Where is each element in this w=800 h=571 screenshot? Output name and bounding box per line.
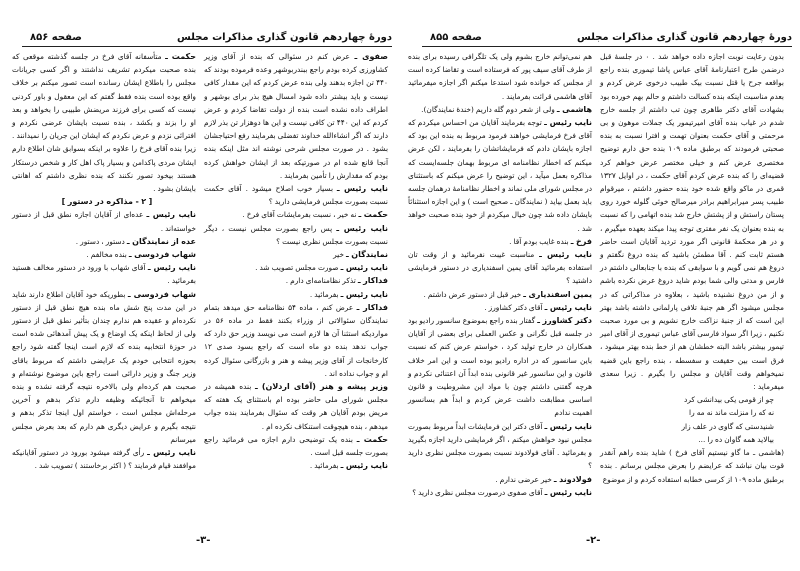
poem-line: چو از قومی یکی بیدانشی کرد	[684, 395, 774, 405]
paragraph	[12, 261, 202, 287]
speech-text: آقای شهاب با ورود در دستور مخالف هستید بفرمائید .	[12, 263, 196, 286]
speech-text: بسیار خوب اصلاح میشود . آقای حکمت نسبت بصورت مجلس فرمایشی دارید ؟	[204, 184, 388, 207]
page-header	[22, 30, 392, 47]
speaker-name: شهاب فردوسی ـ	[128, 250, 196, 260]
paragraph	[408, 288, 598, 301]
speech-text: نه خیر ، نسبت بفرمایشات آقای فرخ .	[242, 210, 357, 220]
poem-line: بیالاید همه گاوان ده را ...	[698, 434, 774, 444]
poem-line: شنیدستی که گاوی در علف زار	[681, 421, 774, 431]
speaker-name: فرخ ـ	[570, 236, 592, 246]
speaker-name: شهاب فردوسی ـ	[127, 289, 196, 299]
paragraph	[408, 314, 598, 420]
paragraph	[600, 50, 790, 393]
section-heading: [ ۲ - مذاکره در دستور ]	[61, 197, 153, 207]
speech-text: گفتار بنده راجع بموضوع سانسور رادیو بود در جلسه قبل نگرانی و عکس العملی برای بعضی از آقایان همکاران در خارج تولید کرد ، خواستم عرض کنم که نسبت باین سانسور که در اداره رادیو بوده است و این امر خلاف قانون و این سانسور غیر قانونی بنده ابداً آن اعتنائی نکردم و هرچه گفتنی داشتم چون با مواد این مشروطیت و قانون اساسی مطابقت داشت عرض کردم و ابداً هم بسانسور اهمیت ندادم	[408, 316, 592, 418]
speaker-name: نایب رئیس ـ	[340, 289, 388, 299]
header-title: مذاکرات مجلس	[177, 32, 254, 43]
text-column	[408, 50, 598, 499]
speech-text: خیر قبل از دستور عرض داشتم .	[423, 289, 522, 299]
speech-text: تذکر نظامنامه‌ای دارم .	[285, 276, 356, 286]
text-column	[12, 50, 202, 473]
speaker-name: هاشمی ـ	[556, 104, 592, 114]
paragraph	[204, 433, 394, 459]
speech-text: خیر عرضی ندارم .	[495, 474, 552, 484]
speaker-name: نایب رئیس ـ	[147, 448, 196, 458]
speech-text: صورت مجلس تصویب شد .	[255, 263, 339, 273]
speech-text: (هاشمی ـ ما گاو نیستیم آقای فرخ ) شاید بنده راهم آنقدر قوت بیان نباشد که عرایضم را بعرض مجلس برسانم . بنده برطبق ماده ۱۰۹ از کرسی خطابه استفاده کردم و از موضوع	[600, 448, 784, 484]
speech-text: بفرمائید .	[309, 289, 339, 299]
speech-text: خیر	[333, 250, 344, 260]
paragraph	[12, 208, 202, 234]
page-header	[422, 30, 792, 47]
speaker-name: نمایندگان ـ	[346, 250, 388, 260]
page-footer: -۳-	[196, 535, 211, 546]
paragraph	[204, 288, 394, 301]
paragraph	[12, 446, 202, 472]
speaker-name: حکمت ـ	[356, 434, 388, 444]
speech-text: بنده مخالفم .	[86, 250, 127, 260]
paragraph	[204, 208, 394, 221]
speech-text: عرض کنم ، ماده ۵۴ نظامنامه حق میدهد بتمام نمایندگان سئوالاتی از وزراء بکنند فقط در ماده ۵۶ در مواردیکه استثنا آن ها لازم است می نویسد وزیر حق دارد که جواب ندهد بنده دو ماه است که راجع بسود صدی ۱۲ کارخانجات از آقای وزیر پیشه و هنر و بازرگانی سئوال کرده ام و جواب نداده اند .	[204, 302, 388, 378]
paragraph	[204, 459, 394, 472]
speech-text: عده‌ای از آقایان اجازه نطق قبل از دستور خواسته‌اند .	[12, 210, 196, 233]
speaker-name: فداکار ـ	[357, 276, 388, 286]
speaker-name: صفوی ـ	[354, 52, 388, 61]
speaker-name: حکمت ـ	[358, 210, 388, 220]
speech-text: متأسفانه آقای فرخ در جلسه گذشته موقعی که بنده صحبت میکردم تشریف نداشتند و اگر کسی جریانات مجلس را باطلاع ایشان رسانده است تصور میکنم بر خلاف واقع بوده است بنده فقط گفتم که این معقول و باور کردنی نیست که کسی برای فرزند مریضش طبیبی را بخواهد و بعد او را بزند و بکشد ، بنده نسبت بایشان عرضی نکردم و افترائی نزدم و عرض نکردم که ایشان این جریان را نمیدانند . زیرا بنده آقای فرخ را علاوه بر اینکه بسوابق شان اطلاع دارم ایشان مردی پاکدامن و بسیار پاک اهل کار و شخص درستکار هستند بیخود تصور نکنند که بنده نظری داشتم که اهانتی بایشان بشود .	[12, 52, 196, 194]
paragraph	[408, 103, 598, 116]
speech-text: بطوریکه خود آقایان اطلاع دارند شاید در این مدت پنج شش ماه بنده هیچ نطق قبل از دستور نکرده‌ام و عقیده هم ندارم چندان بتأثیر نطق قبل از دستور ولی از لحاظ اینکه یک اوضاع و یک پیش آمدهائی شده است در حوزهٔ انتخابیه بنده که لازم است اینجا گفته شود راجع بحوزه انتخابی خودم یک عرایضی داشتم که مربوط باقای وزیر جنگ و وزیر دارائی است راجع باین موضوع نوشته‌ام و صحبت هم کرده‌ام ولی بالاخره نتیجه گرفته نشده و بنده میخواهم تا آنجائیکه وظیفه دارم تذکر بدهم و آخرین مرحله‌اش مجلس است ، خواستم اول اینجا تذکر بدهم و نتیجه بگیرم و عرایض دیگری هم دارم که بعد بعرض مجلس میرسانم	[12, 289, 196, 444]
speaker-name: نایب رئیس ـ	[336, 223, 388, 233]
speaker-name: یمین اسفندیاری ـ	[523, 289, 592, 299]
speech-text: بنده یک توضیحی دارم اجازه می فرمائید راجع بصورت جلسه قبل است .	[204, 434, 388, 458]
paragraph	[204, 248, 394, 261]
speech-text: بفرمائید .	[309, 461, 339, 471]
speaker-name: نایب رئیس ـ	[340, 263, 388, 273]
speaker-name: نایب رئیس ـ	[336, 184, 388, 194]
speaker-name: نایب رئیس ـ	[544, 421, 592, 431]
header-title: مذاکرات مجلس	[577, 32, 654, 43]
paragraph	[204, 301, 394, 380]
paragraph	[204, 50, 394, 182]
session-label: دورهٔ چهاردهم قانون گذاری	[656, 32, 792, 43]
speaker-name: فداکار ـ	[356, 302, 388, 312]
paragraph	[408, 248, 598, 288]
speech-text: مناسبت غیبت نفرمائید و از وقت تان استفاده بفرمائید آقای یمین اسفندیاری در دستور فرمایشی داشتید ؟	[408, 250, 592, 286]
speech-text: رأی گرفته میشود بورود در دستور آقایانیکه موافقند قیام فرمایند ؟ ( اکثر برخاستند ) تصویب شد .	[12, 448, 196, 471]
speaker-name: نایب رئیس ـ	[147, 263, 196, 273]
speaker-name: فولادوند ـ	[553, 474, 592, 484]
poem-line: نه که را منزلت ماند نه مه را	[689, 408, 774, 418]
paragraph	[12, 235, 202, 248]
paragraph	[12, 248, 202, 261]
speech-text: بنده غایب بودم آقا .	[509, 236, 569, 246]
speech-text: عرض کنم در سئوالی که بنده از آقای وزیر کشاورزی کرده بودم راجع ببندربوشهر وعده فرموده بودند که ۴۴۰ تن اجازه بدهند ولی بنده عرض کردم که این مقدار کافی نیست و باید بیشتر داده شود امسال هیچ بذر برای بوشهر و اطراف داده نشده است بنده از دولت تقاضا کردم و عرض کردم که این ۴۴۰ تن کافی نیست و این ها دوهزار تن بذر لازم دارند که اگر انشاءالله خداوند تفضلی بفرمایند رفع احتیاجشان بشود . در صورت مجلس شرحی نوشته اند مثل اینکه بنده آنجا قانع شده ام در صورتیکه بعد از ایشان خواهش کرده بودم که مقدارش را تأمین بفرمایند .	[204, 52, 388, 180]
speaker-name: حکمت ـ	[165, 52, 196, 61]
speech-text: آقای دکتر این فرمایشات ابداً مربوط بصورت مجلس نبود خواهش میکنم ، اگر فرمایشی دارید اجازه بگیرید و بفرمائید . آقای فولادوند نسبت بصورت مجلس نظری دارید ؟	[408, 421, 592, 471]
paragraph	[408, 420, 598, 473]
speech-text: هم نمی‌توانم خارج بشوم ولی یک تلگرافی رسیده برای بنده از طرف آقای سیف پور که فرستاده است و تقاضا کرده است از مجلس که خوانده شود استدعا میکنم اگر اجازه میفرمائید آقای هاشمی قرائت بفرمایند .	[408, 52, 592, 101]
paragraph	[408, 116, 598, 235]
paragraph	[204, 182, 394, 208]
speech-text: پس راجع بصورت مجلس نیست ، دیگر نسبت بصورت مجلس نظری نیست ؟	[204, 223, 388, 246]
text-column	[204, 50, 394, 473]
speech-text: توجه بفرمایند آقایان من احساس میکردم که آقای فرخ فرمایشی خواهند فرمود مربوط به بنده این بود که اجازه بایشان دادم که فرمایشاتشان را بفرمایند ، لکن عرض میکنم که اخطار نظامنامه ای مربوط بهمان جلسه‌ایست که مذاکره بعمل میآید ، این توضیح را عرض میکنم که باستثنای در مجلس شورای ملی نماند و اخطار نظامنامهٔ درهمان جلسه باید بعمل بیاید ( نمایندگان ـ صحیح است ) و این اجازه استثنائاً بایشان داده شد چون خیال میکردم از خود بنده صحبت خواهد شد .	[408, 118, 592, 233]
speech-text: ولی از شعر دوم گله داریم (خندهٔ نمایندگان).	[421, 104, 555, 114]
paragraph	[408, 50, 598, 103]
session-label: دورهٔ چهاردهم قانون گذاری	[256, 32, 392, 43]
speaker-name: نایب رئیس ـ	[544, 118, 592, 128]
paragraph	[12, 288, 202, 446]
page-855	[400, 0, 800, 571]
speech-text: آقای دکتر کشاورز .	[484, 302, 543, 312]
paragraph	[408, 486, 598, 499]
speaker-name: عده از نمایندگان ـ	[126, 236, 196, 246]
paragraph	[204, 261, 394, 274]
paragraph	[204, 380, 394, 433]
speaker-name: وزیر پیشه و هنر (آقای اردلان) ـ	[254, 382, 388, 392]
speaker-name: نایب رئیس ـ	[146, 210, 196, 220]
paragraph	[204, 222, 394, 248]
speech-text: دستور ، دستور .	[75, 236, 125, 246]
page-number: صفحه ۸۵۶	[30, 32, 82, 43]
paragraph	[408, 473, 598, 486]
page-footer: -۲-	[586, 535, 601, 546]
text-column	[600, 50, 790, 486]
speech-text: آقای صفوی درصورت مجلس نظری دارید ؟	[412, 487, 543, 497]
page-number: صفحه ۸۵۵	[430, 32, 482, 43]
speaker-name: نایب رئیس ـ	[544, 487, 592, 497]
paragraph	[408, 301, 598, 314]
speaker-name: دکتر کشاورز ـ	[537, 316, 592, 326]
paragraph	[600, 446, 790, 486]
speech-text: بنده همیشه در مجلس شورای ملی حاضر بوده ام باستثنای یک هفته که مریض بودم آقایان هر وقت که سئوال بفرمایند بنده جواب میدهم ، بنده هیچوقت استنکاف نکرده ام .	[204, 382, 388, 431]
paragraph	[408, 235, 598, 248]
speaker-name: نایب رئیس ـ	[539, 250, 592, 260]
paragraph	[12, 50, 202, 195]
paragraph	[204, 274, 394, 287]
speech-text: بدون رعایت نوبت اجازه داده خواهد شد . ۰ در جلسهٔ قبل درضمن طرح اعتبارنامهٔ آقای عباس پاشا تیموری بنده راجع بواقعه جرح یا قتل نسبت بیک طبیب درخوی عرض کردم و بعدم مناسبت اینکه بنده کسالت داشتم و حالم بهم خورده بود بشهادت آقای دکتر طاهری چون تب داشتم از جلسه خارج شدم در غیاب بنده آقای امیرتیمور یک جملات موهون و بی مرحمتی و آقای حکمت بعنوان تهمت و افترا نسبت به بنده صحبتی فرمودند که برطبق ماده ۱۰۹ بنده حق دارم توضیح مختصری عرض کنم و خیلی مختصر عرض خواهم کرد قضیه‌ای را که بنده عرض کردم آقای حکمت ، در اوایل ۱۳۲۷ قمری در ماکو واقع شده خود بنده حضور داشتم ، میرقوام طبیب پسر میرابراهیم برادر میرصالح خوئی گلوله خورد روی پستان راستش و از پشتش خارج شد بنده اتهامی را که نسبت به بنده بعنوان یک نفر مفتری توجه پیدا میکند بعهده میگیرم ، و در هر محکمهٔ قانونی اگر مورد تردید آقایان است حاضر هستم ثابت کنم . آقا مطمئن باشید که بنده دروغ نگفتم و دروغ هم نمی گویم و با سوابقی که بنده با جنابعالی داشتم در فارس و مدتی والی شما بودم شاید دروغ عرض نکرده باشم و از من دروغ نشنیده باشید ، بعلاوه در مذاکراتی که در مجلس میشود اگر هم جنبهٔ تلافی پارلمانی داشته باشد بهتر این است که از جنبهٔ نزاکت خارج نشویم و بی مورد صحبت نکنیم ، زیرا اگر سواد فارسی آقای عباس تیموری از آقای امیر تیمور بیشتر باشد البته خطشان هم از خط بنده بهتر میشود ، فرق است بین حقیقت و سفسطه ، بنده راجع باین قضیه نمیخواهم وقت آقایان و مجلس را بگیرم . زیرا سعدی میفرماید :	[600, 52, 785, 392]
speaker-name: نایب رئیس ـ	[340, 461, 388, 471]
speaker-name: نایب رئیس ـ	[544, 302, 592, 312]
